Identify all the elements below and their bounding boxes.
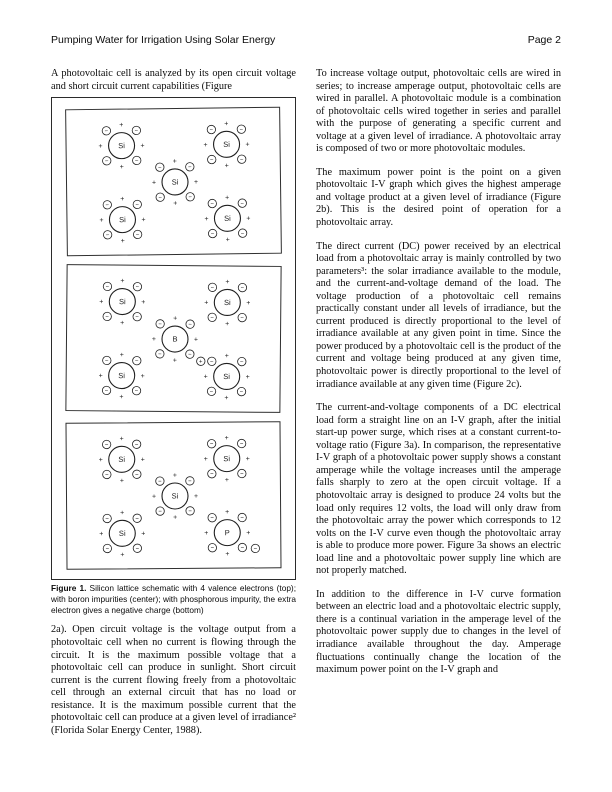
svg-text:−: − [209,389,214,396]
figure-panel-bottom [65,421,281,569]
svg-text:+: + [119,435,124,443]
figure-caption-text: Silicon lattice schematic with 4 valence electrons (top); with boron impurities (center); with phosphorous impurity, the extra electron gives a negative charge (bottom) [51,583,297,615]
svg-text:+: + [246,215,251,223]
svg-text:−: − [188,194,192,201]
svg-text:−: − [240,471,244,478]
svg-text:+: + [99,530,104,538]
svg-text:+: + [203,456,208,464]
svg-text:+: + [224,120,229,128]
svg-text:−: − [240,515,244,522]
svg-text:+: + [99,217,104,225]
svg-text:+: + [120,551,125,559]
svg-text:+: + [246,529,251,537]
svg-text:−: − [135,284,140,291]
svg-text:−: − [135,202,140,209]
svg-text:+: + [224,394,229,402]
svg-text:+: + [204,299,209,307]
svg-text:+: + [119,164,124,172]
svg-text:+: + [120,238,125,246]
svg-text:+: + [140,142,145,150]
svg-text:+: + [172,357,177,365]
svg-text:−: − [240,231,245,238]
svg-text:+: + [173,514,178,522]
svg-text:−: − [240,359,244,366]
svg-text:Si: Si [118,141,125,151]
svg-text:−: − [158,165,162,172]
svg-text:+: + [193,493,199,501]
svg-text:+: + [151,179,157,187]
svg-text:−: − [239,157,244,164]
intro-paragraph: A photovoltaic cell is analyzed by its open circuit voltage and short circuit current capabilities (Figure [51,68,296,92]
svg-text:Si: Si [118,528,126,539]
document-title: Pumping Water for Irrigation Using Solar Energy [51,34,276,46]
svg-text:−: − [210,359,214,366]
svg-text:−: − [210,515,214,522]
svg-text:+: + [224,435,229,443]
svg-text:−: − [188,479,192,486]
svg-text:−: − [135,472,139,479]
svg-text:+: + [120,196,125,204]
left-column [51,68,296,748]
svg-text:−: − [239,441,244,448]
svg-text:+: + [172,472,177,480]
svg-text:+: + [151,336,157,344]
svg-text:−: − [210,471,214,478]
svg-text:+: + [141,299,146,307]
paragraph-series-parallel: To increase voltage output, photovoltaic cells are wired in series; to increase amperage output, photovoltaic cells are wired in parallel. A photovoltaic module is a combination of photovoltaic cells wired together in series and parallel with the purpose of generating a specific current and voltage at a given level of irradiance. A photovoltaic array is composed of two or more photovoltaic modules. [316,68,561,155]
svg-text:−: − [104,442,109,449]
svg-text:−: − [158,479,162,486]
svg-text:Si: Si [119,215,126,225]
svg-text:−: − [158,509,162,516]
svg-text:−: − [134,442,139,449]
left-body-paragraph: 2a). Open circuit voltage is the voltage output from a photovoltaic cell when no current is flowing through the circuit. It is the maximum possible voltage that a photovoltaic cell can produce in sunlight. Short circuit current is the current flowing freely from a photovoltaic cell through an external circuit that has no load or resistance. It is the maximum possible current that the photovoltaic cell can produce at a given level of irradiance² (Florida Solar Energy Center, 1988). [51,624,296,736]
svg-text:+: + [204,216,209,224]
figure-caption [51,583,296,615]
svg-text:−: − [239,389,244,396]
page-content [51,68,561,748]
svg-text:+: + [119,394,124,402]
svg-text:+: + [224,477,229,485]
svg-text:−: − [104,128,109,135]
svg-text:Si: Si [223,454,231,464]
svg-text:+: + [225,278,230,286]
svg-text:+: + [120,509,125,517]
svg-text:Si: Si [171,177,179,187]
svg-text:−: − [210,315,214,322]
svg-text:+: + [98,372,103,380]
svg-text:+: + [245,374,250,382]
svg-text:+: + [225,551,230,559]
svg-text:−: − [105,546,110,553]
svg-text:−: − [158,352,162,359]
svg-text:B: B [172,334,178,344]
page-number: Page 2 [527,34,561,46]
svg-text:+: + [120,320,125,328]
figure-caption-label: Figure 1. [51,583,87,594]
svg-text:−: − [135,516,139,523]
svg-text:−: − [158,322,162,329]
paragraph-iv-variation: In addition to the difference in I-V curve formation between an electric load and a photovoltaic electric supply, there is a continual variation in the amperage level of the photovoltaic power supply due to changes in the level of irradiance available throughout the day. Amperage fluctuations continually change the location of the maximum power point on the I-V graph and [316,588,561,676]
svg-text:−: − [188,164,192,171]
svg-text:−: − [240,285,245,292]
svg-text:+: + [203,373,208,381]
svg-text:+: + [140,456,145,464]
svg-text:+: + [119,352,124,360]
svg-text:+: + [225,509,230,517]
svg-text:−: − [135,358,139,365]
paragraph-dc-power: The direct current (DC) power received by an electrical load from a photovoltaic array is mainly controlled by two parameters³: the solar irradiance available to the module, and the current-and-voltage demand of the load. The voltage production of a photovoltaic cell remains practically constant under all levels of irradiance, but the current produced is directly proportional to the level of irradiance available at any given point in time. Since the power produced by a photovoltaic cell is the product of the current and voltage being produced at any given time, photovoltaic power is directly proportional to the level of irradiance available at any given time (Figure 2c). [316,240,561,390]
svg-text:+: + [203,142,208,150]
svg-text:−: − [105,358,109,365]
svg-text:−: − [210,201,215,208]
svg-text:−: − [134,388,139,395]
svg-text:−: − [188,509,192,516]
svg-text:−: − [188,322,192,329]
svg-text:−: − [158,195,162,202]
svg-text:+: + [140,373,145,381]
svg-text:+: + [245,455,250,463]
svg-text:+: + [98,456,103,464]
figure-1 [51,97,296,580]
svg-text:+: + [173,200,178,208]
svg-text:+: + [151,493,157,501]
svg-text:−: − [210,285,215,292]
svg-text:−: − [209,441,214,448]
svg-text:−: − [209,127,214,134]
svg-text:+: + [172,158,177,166]
svg-text:+: + [224,352,229,360]
paragraph-max-power-point: The maximum power point is the point on a given photovoltaic I-V graph which gives the highest amperage and voltage product at a given level of irradiance (Figure 2b). This is the desired point of operation for a photovoltaic array. [316,166,561,229]
svg-text:Si: Si [118,297,126,307]
svg-text:Si: Si [171,491,179,501]
svg-text:+: + [225,194,230,202]
svg-text:−: − [105,516,109,523]
svg-text:Si: Si [118,371,126,381]
paragraph-iv-graph: The current-and-voltage components of a DC electrical load form a straight line on an I-V graph, after the initial start-up power surge, which rises at a constant current-to-voltage ratio (Figure 3a). In comparison, the representative I-V graph of a photovoltaic power supply shows a constant amperage while the voltage increases until the amperage falls sharply to zero at the open circuit voltage. If a photovoltaic array is designed to produce 24 volts but the load only requires 12 volts, the load will only draw from the photovoltaic array the power which corresponds to 12 volts on the I-V curve even though the photovoltaic array is able to produce more power. Figure 3a shows an electric load line and a photovoltaic power supply line which are not properly matched. [316,402,561,577]
svg-text:−: − [105,232,110,239]
svg-text:+: + [173,315,178,323]
svg-text:+: + [141,216,146,224]
svg-text:+: + [225,320,230,328]
figure-panel-top [65,107,282,257]
svg-text:+: + [120,278,125,286]
svg-text:+: + [141,530,146,538]
svg-text:+: + [99,298,104,306]
svg-text:+: + [119,477,124,485]
svg-text:−: − [105,284,110,291]
svg-text:−: − [239,127,244,134]
svg-text:+: + [193,179,199,187]
svg-text:−: − [135,314,139,321]
svg-text:−: − [210,231,215,238]
svg-text:+: + [98,143,103,151]
svg-text:+: + [225,236,230,244]
svg-text:−: − [134,128,139,135]
svg-text:−: − [105,314,109,321]
svg-text:Si: Si [224,213,231,224]
svg-text:−: − [135,232,140,239]
svg-text:Si: Si [223,298,231,308]
svg-text:−: − [240,201,245,208]
right-column [316,68,561,748]
svg-text:+: + [245,141,250,149]
svg-text:−: − [253,546,258,553]
svg-text:+: + [204,530,209,538]
figure-panel-center [65,264,281,413]
svg-text:+: + [193,336,199,344]
page-header [51,34,561,46]
svg-text:+: + [199,359,203,366]
svg-text:−: − [188,352,192,359]
svg-text:−: − [105,472,109,479]
svg-text:+: + [246,300,251,308]
svg-text:−: − [134,158,139,165]
svg-text:Si: Si [118,454,126,465]
svg-text:−: − [210,545,215,552]
svg-text:−: − [135,546,140,553]
svg-text:Si: Si [223,372,231,382]
svg-text:−: − [105,202,110,209]
svg-text:Si: Si [223,139,230,150]
svg-text:−: − [240,315,244,322]
svg-text:P: P [224,528,230,538]
svg-text:−: − [104,388,109,395]
svg-text:+: + [224,162,229,170]
svg-text:−: − [209,157,214,164]
svg-text:+: + [119,122,124,130]
svg-text:−: − [240,545,245,552]
svg-text:−: − [104,158,109,165]
